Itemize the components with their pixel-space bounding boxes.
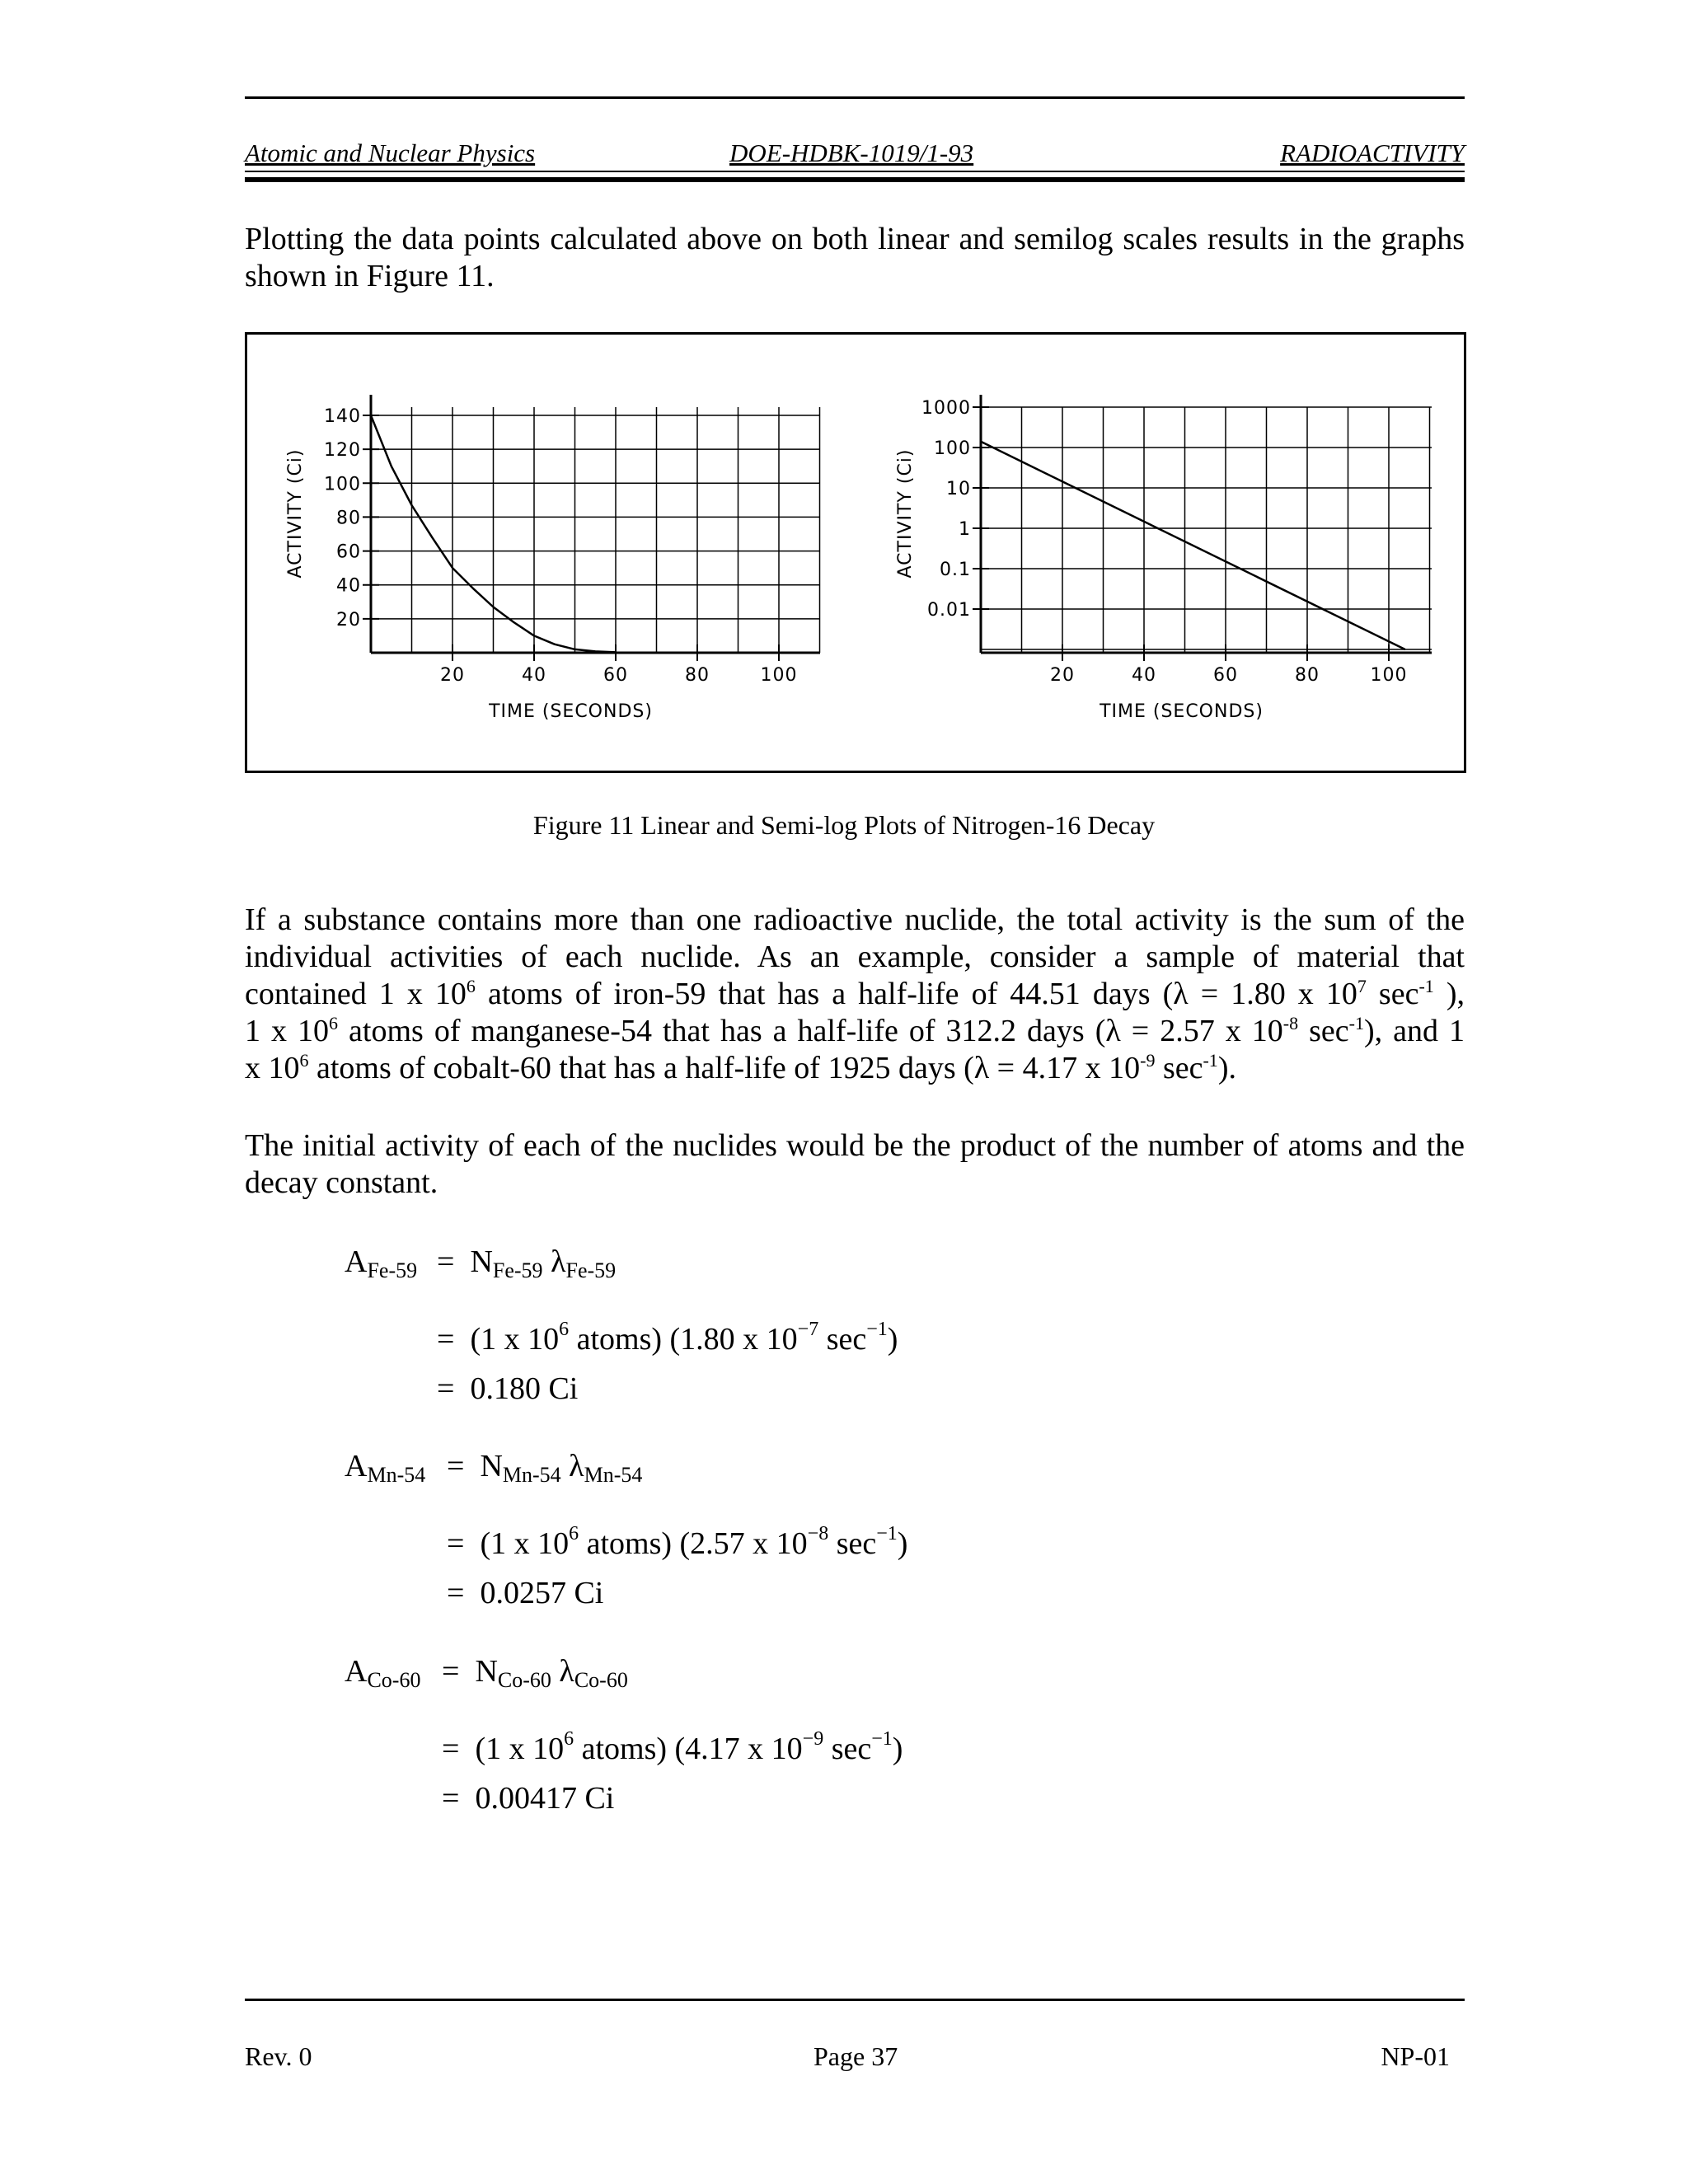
top-rule — [245, 96, 1465, 99]
series-line — [981, 442, 1405, 649]
x-tick-label: 100 — [760, 665, 798, 686]
paragraph-multiple-nuclides — [245, 902, 1465, 1087]
header-rule-thin — [245, 171, 1465, 172]
footer-center: Page 37 — [814, 2041, 898, 2071]
x-axis-label: TIME (SECONDS) — [1100, 701, 1264, 722]
chart-2 — [895, 395, 1432, 722]
header-right: RADIOACTIVITY — [1280, 138, 1465, 167]
y-tick-label: 1000 — [921, 398, 971, 419]
eq-fe59-result: = 0.180 Ci — [437, 1371, 579, 1406]
x-tick-label: 80 — [1295, 665, 1320, 686]
eq-fe59-line1: $A_{Fe-59}$ — [345, 1244, 418, 1282]
y-tick-label: 1 — [959, 519, 971, 540]
paragraph-initial-activity: The initial activity of each of the nuclides would be the product of the number of atoms and the decay constant. — [245, 1128, 1465, 1200]
y-tick-label: 20 — [336, 609, 361, 630]
eq-co60-result: = 0.00417 Ci — [442, 1781, 615, 1816]
y-axis-label: ACTIVITY (Ci) — [895, 448, 916, 579]
p2-line3: contained 1 x $10^6$ atoms of iron-59 that has a half-life of 44.51 days (λ = 1.80 x $10^7$ $\sec^{-1}$ ), — [245, 976, 1465, 1011]
x-tick-label: 60 — [1213, 665, 1238, 686]
p2-line4: 1 x $10^6$ atoms of manganese-54 that has a half-life of 312.2 days (λ = 2.57 x $10^{-8}$ $\sec^{-1}$), and 1 — [245, 1013, 1465, 1048]
header-center: DOE-HDBK-1019/1-93 — [729, 138, 974, 167]
p2-line2: individual activities of each nuclide. As an example, consider a sample of material that — [245, 940, 1465, 974]
intro-paragraph: Plotting the data points calculated above on both linear and semilog scales results in the graphs shown in Figure 11. — [245, 222, 1465, 293]
figure-11-box — [245, 332, 1466, 773]
p2-line1: If a substance contains more than one radioactive nuclide, the total activity is the sum of the — [245, 902, 1465, 937]
x-tick-label: 60 — [603, 665, 628, 686]
p2-line5: x $10^6$ atoms of cobalt-60 that has a half-life of 1925 days (λ = 4.17 x $10^{-9}$ $\sec^{-1}$). — [245, 1050, 1236, 1085]
y-tick-label: 10 — [946, 479, 971, 499]
eq-mn54-line1: $A_{Mn-54}$ — [345, 1449, 426, 1487]
eq-mn54-result: = 0.0257 Ci — [447, 1576, 604, 1610]
eq-co60-line2: = (1 x $10^6$ atoms) (4.17 x $10^{-9}$ $\sec^{-1}$) — [442, 1728, 903, 1766]
y-tick-label: 80 — [336, 508, 361, 529]
header-rule-thick — [245, 177, 1465, 182]
figure-11-charts — [247, 335, 1464, 771]
y-tick-label: 100 — [934, 438, 971, 459]
x-tick-label: 40 — [1132, 665, 1156, 686]
eq-fe59-line2: = (1 x $10^6$ atoms) (1.80 x $10^{-7}$ $\sec^{-1}$) — [437, 1319, 898, 1357]
x-tick-label: 20 — [440, 665, 465, 686]
y-tick-label: 40 — [336, 575, 361, 597]
y-tick-label: 120 — [324, 440, 361, 462]
x-tick-label: 80 — [685, 665, 710, 686]
footer-rule — [245, 1999, 1465, 2001]
x-axis-label: TIME (SECONDS) — [489, 701, 653, 722]
x-tick-label: 100 — [1370, 665, 1408, 686]
eq-co60-line1: $A_{Co-60}$ — [345, 1654, 421, 1692]
eq-mn54-line2: = (1 x $10^6$ atoms) (2.57 x $10^{-8}$ $\sec^{-1}$) — [447, 1523, 908, 1561]
figure-caption: Figure 11 Linear and Semi-log Plots of Nitrogen-16 Decay — [532, 810, 1156, 840]
y-tick-label: 140 — [324, 406, 361, 427]
y-axis-label: ACTIVITY (Ci) — [285, 448, 306, 579]
header-left: Atomic and Nuclear Physics — [245, 138, 536, 167]
y-tick-label: 60 — [336, 541, 361, 563]
y-tick-label: 100 — [324, 474, 361, 495]
x-tick-label: 40 — [522, 665, 546, 686]
y-tick-label: 0.1 — [940, 560, 971, 580]
chart-1 — [285, 395, 820, 722]
footer-right: NP-01 — [1381, 2041, 1450, 2071]
x-tick-label: 20 — [1050, 665, 1075, 686]
y-tick-label: 0.01 — [927, 600, 971, 621]
footer-left: Rev. 0 — [245, 2041, 312, 2071]
